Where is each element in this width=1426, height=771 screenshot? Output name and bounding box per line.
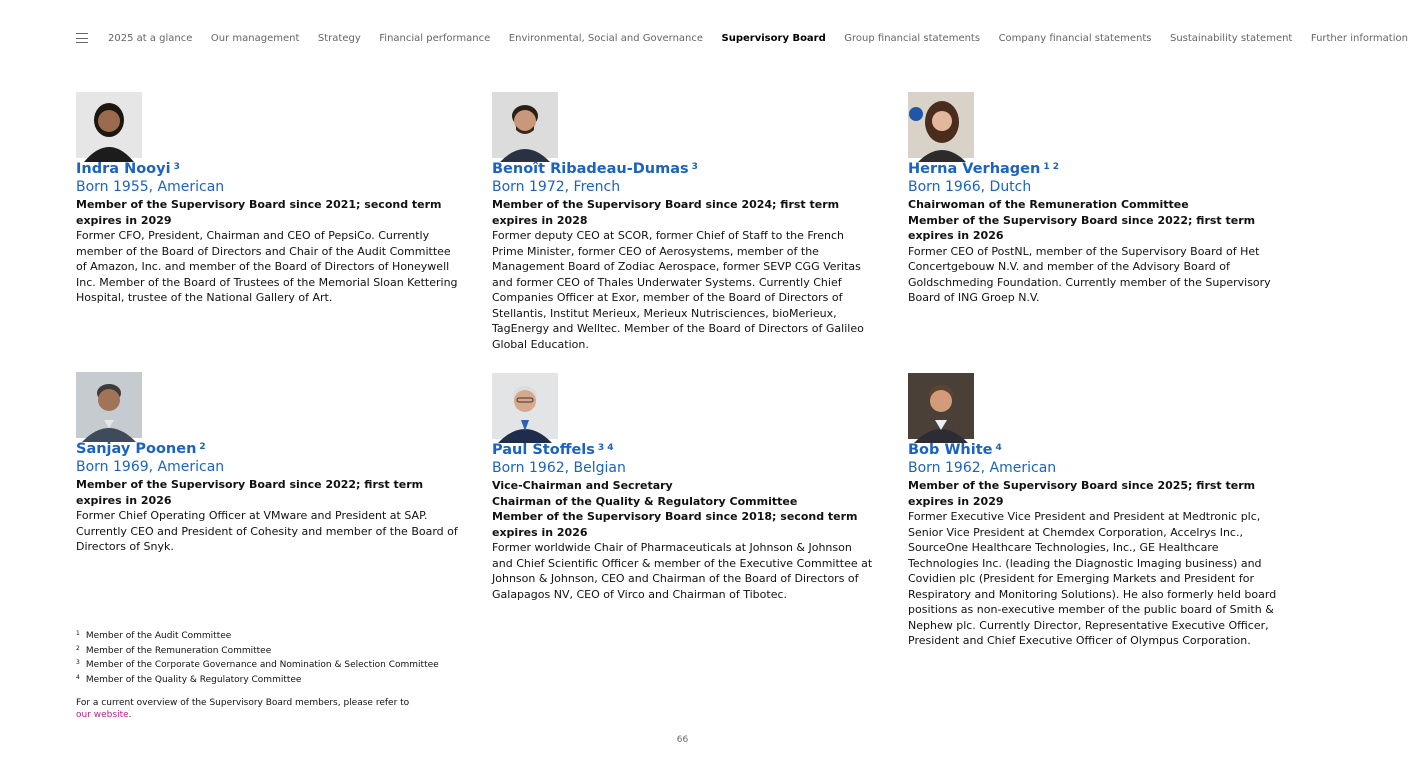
footnote-ref: 3 4 — [597, 443, 614, 453]
overview-note: For a current overview of the Supervisory Board members, please refer to our website. — [76, 698, 410, 720]
member-born: Born 1962, Belgian — [492, 460, 626, 476]
member-role: Member of the Supervisory Board since 2021; second term expires in 2029 — [76, 198, 442, 227]
nav-item-esg[interactable]: Environmental, Social and Governance — [508, 32, 704, 44]
portrait-photo — [76, 92, 142, 158]
nav-item-supervisory-board[interactable]: Supervisory Board — [721, 32, 826, 44]
portrait-photo — [908, 373, 974, 439]
member-name: Bob White $^4$ — [908, 442, 1002, 458]
portrait-photo — [908, 92, 974, 158]
footnote-ref: 3 — [173, 162, 180, 172]
footnote-item: $^3$ Member of the Corporate Governance and Nomination & Selection Committee — [76, 659, 439, 671]
member-name: Sanjay Poonen $^2$ — [76, 441, 206, 457]
top-navigation — [76, 30, 1426, 46]
portrait-photo — [492, 92, 558, 158]
footnote-ref: 1 2 — [1043, 162, 1060, 172]
footnote-ref: 2 — [199, 442, 206, 452]
member-role: Member of the Supervisory Board since 2022; first term expires in 2026 — [76, 478, 424, 507]
member-bio: Former Executive Vice President and President at Medtronic plc, Senior Vice President at Chemdex Corporation, Accelrys Inc., SourceOne Healthcare Technologies, Inc., GE Healthcare Technologies Inc. (leading the Diagnostic Imaging business) and Covidien plc (President for Emerging Markets and President for Respiratory and Monitoring Solutions). He also formerly held board positions as non-executive member of the public board of Smith & Nephew plc. Currently Director, Representative Executive Officer, President and Chief Executive Officer of Olympus Corporation. — [908, 510, 1277, 647]
page-number: 66 — [676, 735, 689, 745]
member-born: Born 1962, American — [908, 460, 1057, 476]
nav-item-at-a-glance[interactable]: 2025 at a glance — [108, 32, 193, 44]
footnote-item: $^1$ Member of the Audit Committee — [76, 630, 232, 641]
nav-item-further-information[interactable]: Further information — [1310, 32, 1408, 44]
member-card-indra-nooyi — [76, 92, 461, 306]
nav-item-group-financial-statements[interactable]: Group financial statements — [844, 32, 981, 44]
member-card-benoit-ribadeau-dumas — [492, 92, 874, 352]
member-role: Chairman of the Quality & Regulatory Committee — [492, 494, 798, 508]
member-role: Member of the Supervisory Board since 2022; first term expires in 2026 — [908, 213, 1256, 242]
member-bio: Former CEO of PostNL, member of the Supervisory Board of Het Concertgebouw N.V. and member of the Advisory Board of Goldschmeding Foundation. Currently member of the Supervisory Board of ING Groep N.V. — [908, 244, 1271, 304]
hamburger-menu-icon[interactable] — [76, 33, 88, 43]
footnote-ref: 4 — [995, 443, 1002, 453]
nav-item-strategy[interactable]: Strategy — [317, 32, 361, 44]
footnote-item: $^2$ Member of the Remuneration Committee — [76, 644, 272, 656]
footnote-item: $^4$ Member of the Quality & Regulatory Committee — [76, 673, 302, 685]
member-role: Member of the Supervisory Board since 2024; first term expires in 2028 — [492, 198, 840, 227]
member-role: Chairwoman of the Remuneration Committee — [908, 198, 1189, 211]
nav-item-financial-performance[interactable]: Financial performance — [379, 32, 491, 44]
nav-item-sustainability-statement[interactable]: Sustainability statement — [1169, 32, 1293, 44]
member-role: Member of the Supervisory Board since 2025; first term expires in 2029 — [908, 479, 1256, 508]
member-born: Born 1955, American — [76, 179, 225, 195]
member-card-herna-verhagen — [908, 92, 1292, 306]
member-role: Vice-Chairman and Secretary — [492, 479, 673, 492]
portrait-photo — [492, 373, 558, 439]
member-born: Born 1966, Dutch — [908, 179, 1032, 195]
footnote-ref: 3 — [691, 162, 698, 172]
website-link[interactable]: our website — [76, 709, 129, 720]
member-role: Member of the Supervisory Board since 2018; second term expires in 2026 — [492, 510, 858, 539]
member-bio: Former deputy CEO at SCOR, former Chief of Staff to the French Prime Minister, former CEO of Aerosystems, member of the Management Board of Zodiac Aerospace, former SEVP CGG Veritas and former CEO of Thales Underwater Systems. Currently Chief Companies Officer at Exor, member of the Board of Directors of Stellantis, Institut Merieux, Merieux Nutrisciences, bioMerieux, TagEnergy and Welltec. Member of the Board of Directors of Galileo Global Education. — [492, 229, 864, 351]
member-name: Herna Verhagen $^{1 2}$ — [908, 161, 1060, 177]
nav-item-company-financial-statements[interactable]: Company financial statements — [998, 32, 1152, 44]
member-bio: Former worldwide Chair of Pharmaceuticals at Johnson & Johnson and Chief Scientific Officer & member of the Executive Committee at Johnson & Johnson, CEO and Chairman of the Board of Directors of Galapagos NV, CEO of Virco and Chairman of Tibotec. — [492, 541, 873, 601]
footnotes — [76, 628, 439, 722]
member-name: Benoît Ribadeau-Dumas $^3$ — [492, 161, 698, 177]
member-born: Born 1972, French — [492, 179, 621, 195]
member-name: Paul Stoffels $^{3 4}$ — [492, 442, 614, 458]
member-card-sanjay-poonen — [76, 372, 461, 555]
member-bio: Former CFO, President, Chairman and CEO of PepsiCo. Currently member of the Board of Directors and Chair of the Audit Committee of Amazon, Inc. and member of the Board of Directors of Honeywell Inc. Member of the Board of Trustees of the Memorial Sloan Kettering Hospital, trustee of the National Gallery of Art. — [76, 229, 458, 304]
member-card-paul-stoffels — [492, 373, 874, 602]
portrait-photo — [76, 372, 142, 438]
member-name: Indra Nooyi $^3$ — [76, 161, 180, 177]
member-bio: Former Chief Operating Officer at VMware and President at SAP. Currently CEO and President of Cohesity and member of the Board of Directors of Snyk. — [76, 509, 458, 553]
nav-item-our-management[interactable]: Our management — [210, 32, 300, 44]
member-born: Born 1969, American — [76, 459, 225, 475]
member-card-bob-white — [908, 373, 1292, 649]
